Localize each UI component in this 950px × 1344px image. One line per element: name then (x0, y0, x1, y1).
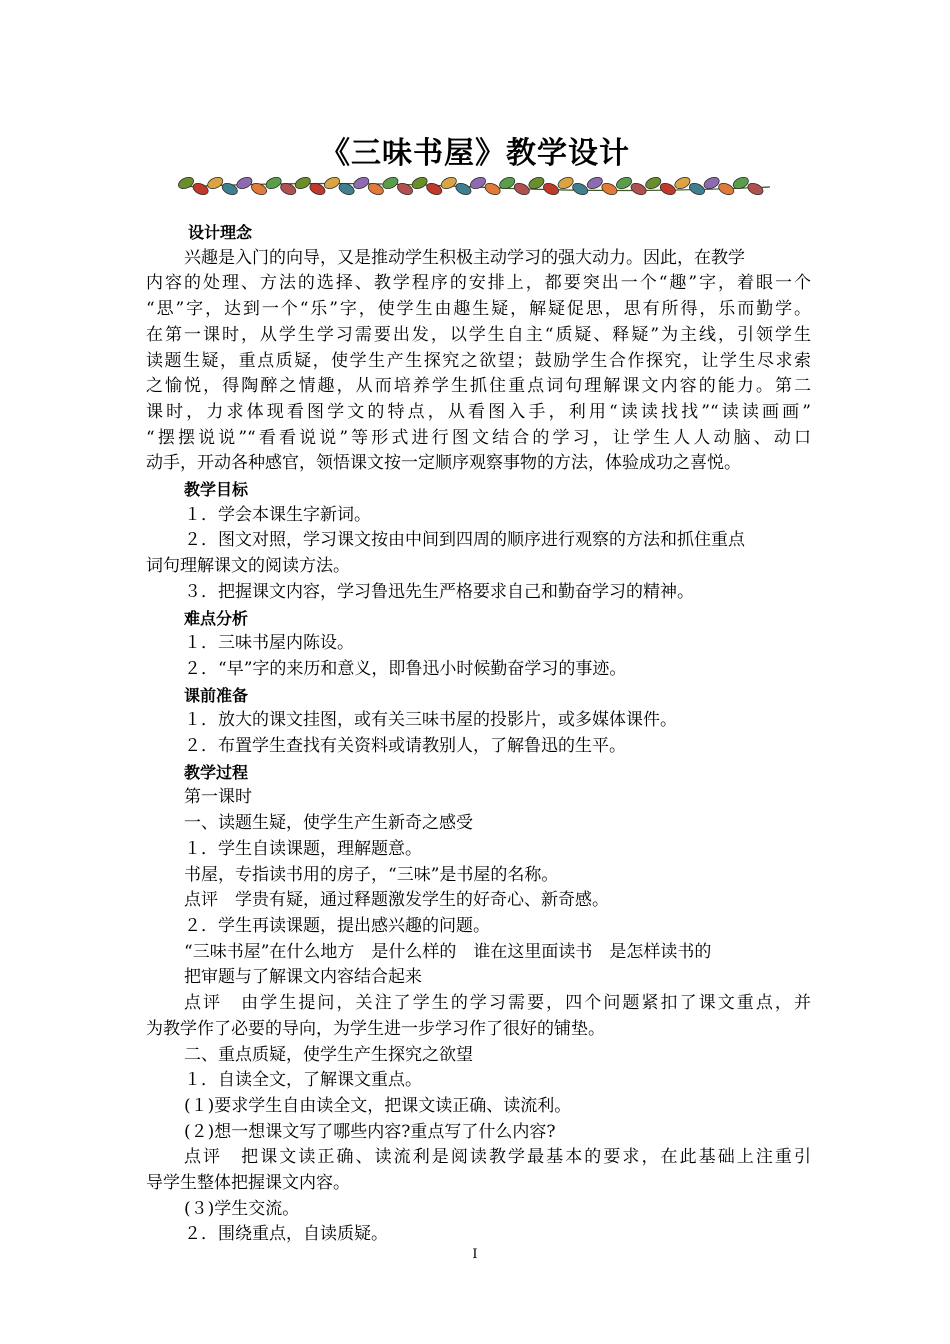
paragraph-line: 动手，开动各种感官，领悟课文按一定顺序观察事物的方法，体验成功之喜悦。 (146, 453, 741, 474)
heading-preparation: 课前准备 (184, 685, 249, 705)
leaf-shape (454, 181, 473, 197)
leaf-shape (717, 181, 736, 197)
paragraph-line: 第一课时 (184, 787, 252, 808)
leaf-shape (410, 175, 429, 191)
list-item: ３．把握课文内容，学习鲁迅先生严格要求自己和勤奋学习的精神。 (184, 581, 694, 602)
list-item: １．学生自读课题，理解题意。 (184, 838, 422, 859)
leaf-shape (629, 181, 648, 197)
leaf-shape (235, 175, 254, 191)
leaf-shape (673, 175, 692, 191)
leaf-shape (206, 175, 225, 191)
paragraph-line: 词句理解课文的阅读方法。 (146, 556, 350, 577)
leaf-shape (615, 175, 634, 191)
document-body (146, 220, 811, 1248)
leaf-shape (571, 181, 590, 197)
leaf-shape (542, 181, 561, 197)
leaf-shape (688, 181, 707, 197)
list-item: ２．布置学生查找有关资料或请教别人，了解鲁迅的生平。 (184, 736, 626, 757)
paragraph-line: 点评 由学生提问，关注了学生的学习需要，四个问题紧扣了课文重点，并 (184, 993, 811, 1014)
document-title: 《三味书屋》教学设计 (320, 136, 630, 171)
heading-teaching-process: 教学过程 (184, 762, 249, 782)
list-item: １．三味书屋内陈设。 (184, 633, 354, 654)
list-item: (３)学生交流。 (184, 1198, 300, 1219)
paragraph-line: 为教学作了必要的导向，为学生进一步学习作了很好的铺垫。 (146, 1018, 605, 1039)
paragraph-line: 兴趣是入门的向导，又是推动学生积极主动学习的强大动力。因此，在教学 (184, 247, 745, 268)
leaf-shape (381, 175, 400, 191)
leaf-shape (250, 181, 269, 197)
list-item: ２．学生再读课题，提出感兴趣的问题。 (184, 915, 490, 936)
paragraph-line: 二、重点质疑，使学生产生探究之欲望 (184, 1044, 473, 1065)
paragraph-line: 点评 学贵有疑，通过释题激发学生的好奇心、新奇感。 (184, 890, 609, 911)
list-item: ２．“早”字的来历和意义，即鲁迅小时候勤奋学习的事迹。 (184, 658, 627, 679)
list-item: ２．围绕重点，自读质疑。 (184, 1224, 388, 1245)
list-item: ２．图文对照，学习课文按由中间到四周的顺序进行观察的方法和抓住重点 (184, 530, 745, 551)
leaf-shape (220, 181, 239, 197)
leaf-shape (264, 175, 283, 191)
paragraph-line: 导学生整体把握课文内容。 (146, 1173, 350, 1194)
leaf-shape (439, 175, 458, 191)
leaf-shape (512, 181, 531, 197)
leaf-shape (191, 181, 210, 197)
heading-design-concept: 设计理念 (188, 223, 253, 242)
leaf-shape (746, 181, 765, 197)
leaf-shape (425, 181, 444, 197)
paragraph-line: 一、读题生疑，使学生产生新奇之感受 (184, 813, 473, 834)
leaf-shape (483, 181, 502, 197)
decorative-leaf-border (178, 172, 772, 200)
leaf-shape (469, 175, 488, 191)
paragraph-line: “摆摆说说”“看看说说”等形式进行图文结合的学习，让学生人人动脑、动口 (146, 427, 811, 448)
paragraph-line: 内容的处理、方法的选择、教学程序的安排上，都要突出一个“趣”字，着眼一个 (146, 273, 811, 294)
list-item: １．放大的课文挂图，或有关三味书屋的投影片，或多媒体课件。 (184, 710, 677, 731)
leaf-shape (600, 181, 619, 197)
paragraph-line: 在第一课时，从学生学习需要出发，以学生自主“质疑、释疑”为主线，引领学生 (146, 324, 811, 345)
paragraph-line: 课时，力求体现看图学文的特点，从看图入手，利用“读读找找”“读读画画” (146, 401, 811, 422)
leaf-shape (396, 181, 415, 197)
paragraph-line: 书屋，专指读书用的房子，“三味”是书屋的名称。 (184, 864, 559, 885)
leaf-shape (352, 175, 371, 191)
list-item: (１)要求学生自由读全文，把课文读正确、读流利。 (184, 1095, 572, 1116)
paragraph-line: 把审题与了解课文内容结合起来 (184, 967, 422, 988)
heading-difficulty-analysis: 难点分析 (184, 608, 249, 628)
paragraph-line: “三味书屋”在什么地方 是什么样的 谁在这里面读书 是怎样读书的 (184, 941, 712, 962)
page-number: I (472, 1247, 478, 1262)
paragraph-line: 读题生疑，重点质疑，使学生产生探究之欲望；鼓励学生合作探究，让学生尽求索 (146, 350, 811, 371)
paragraph-line: “思”字，达到一个“乐”字，使学生由趣生疑，解疑促思，思有所得，乐而勤学。 (146, 299, 811, 320)
list-item: (２)想一想课文写了哪些内容?重点写了什么内容? (184, 1121, 556, 1142)
paragraph-line: 点评 把课文读正确、读流利是阅读教学最基本的要求，在此基础上注重引 (184, 1147, 811, 1168)
leaf-shape (585, 175, 604, 191)
leaf-shape (293, 175, 312, 191)
heading-teaching-goals: 教学目标 (184, 480, 249, 500)
leaf-shape (644, 175, 663, 191)
leaf-shape (323, 175, 342, 191)
leaf-shape (658, 181, 677, 197)
list-item: １．自读全文，了解课文重点。 (184, 1070, 422, 1091)
list-item: １．学会本课生字新词。 (184, 504, 371, 525)
paragraph-line: 之愉悦，得陶醉之情趣，从而培养学生抓住重点词句理解课文内容的能力。第二 (146, 376, 811, 397)
leaf-shape (556, 175, 575, 191)
leaf-shape (178, 175, 195, 191)
